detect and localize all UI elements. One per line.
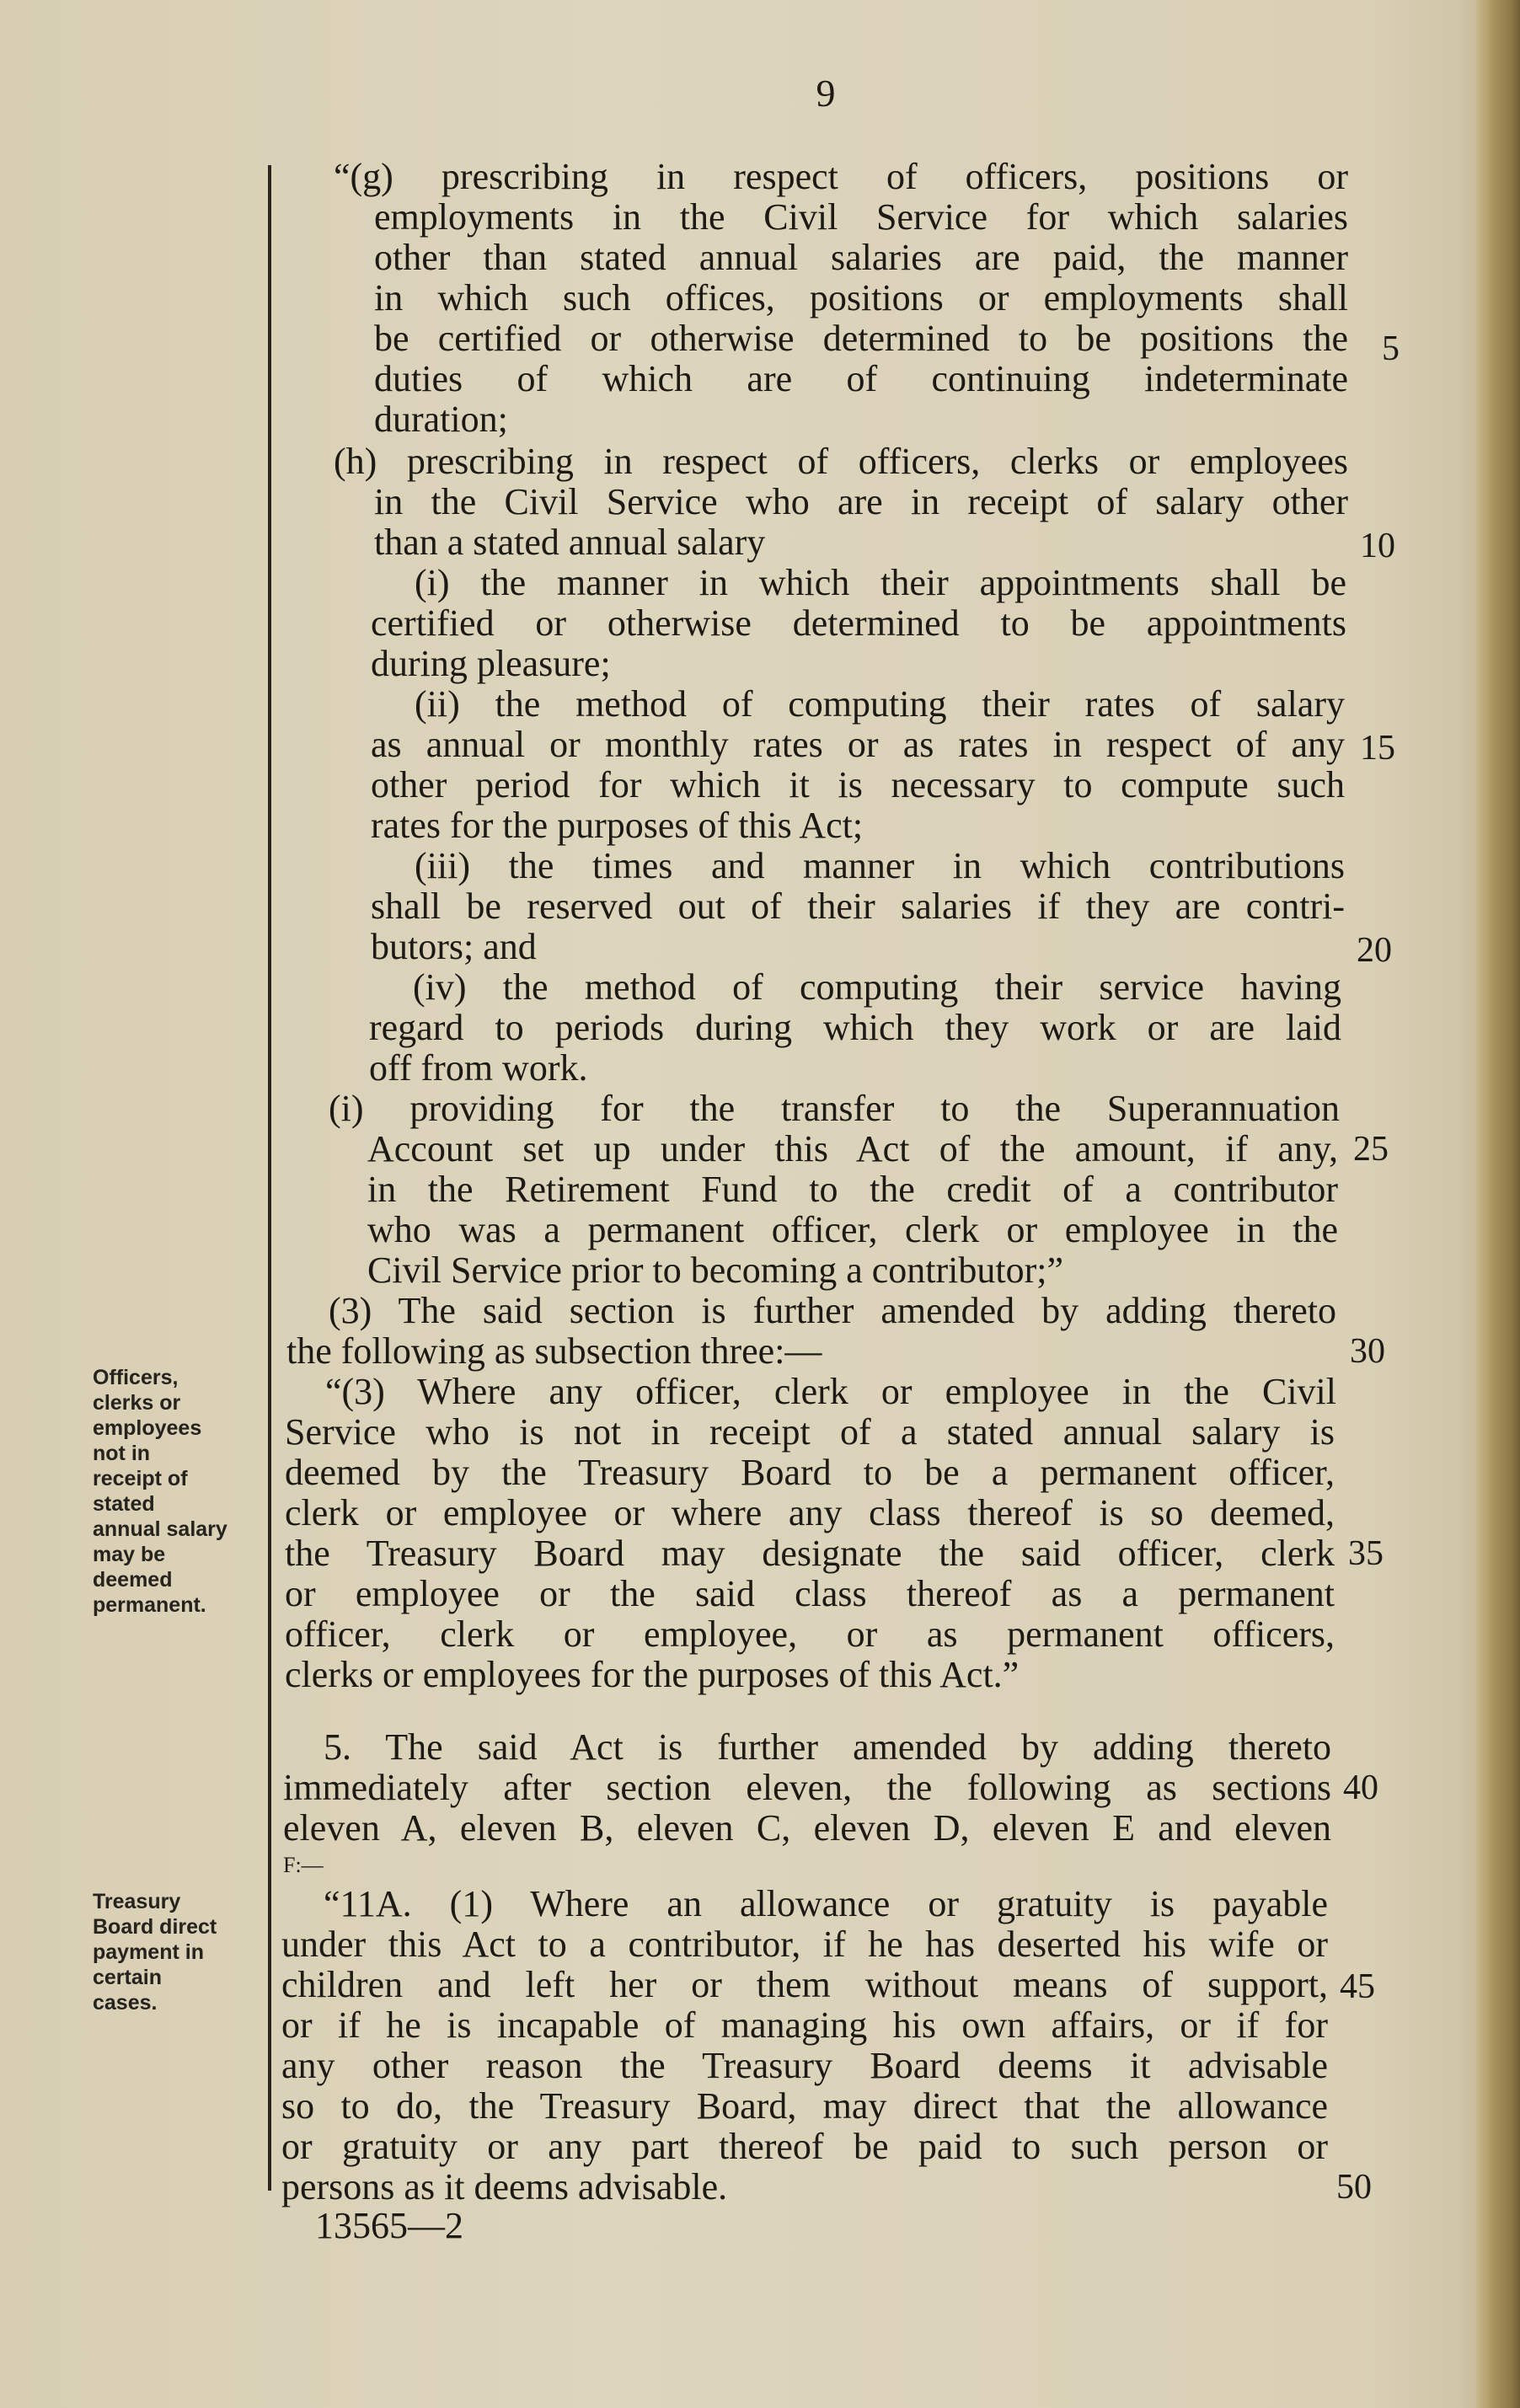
sidenote-line: payment in	[93, 1940, 204, 1964]
text-line: employments in the Civil Service for which salaries	[374, 196, 1348, 238]
page-number: 9	[816, 72, 836, 115]
text-line: F:—	[283, 1853, 324, 1877]
text-line: who was a permanent officer, clerk or employee in the	[367, 1209, 1338, 1250]
text-line: the following as subsection three:—	[286, 1330, 822, 1372]
text-line: duration;	[374, 399, 508, 440]
text-line: officer, clerk or employee, or as permanent officers,	[285, 1613, 1335, 1655]
sidenote-line: stated	[93, 1492, 155, 1516]
line-number: 20	[1357, 931, 1392, 970]
sidenote-line: certain	[93, 1966, 162, 1989]
text-line: “11A. (1) Where an allowance or gratuity is payable	[324, 1883, 1328, 1924]
text-line: deemed by the Treasury Board to be a permanent officer,	[285, 1452, 1335, 1493]
sidenote-line: Board direct	[93, 1915, 217, 1939]
text-line: or employee or the said class thereof as a permanent	[285, 1573, 1335, 1614]
line-number: 35	[1348, 1534, 1384, 1573]
sidenote-line: annual salary	[93, 1517, 227, 1541]
text-line: (i) the manner in which their appointments shall be	[415, 562, 1346, 603]
sidenote-line: receipt of	[93, 1467, 188, 1490]
text-line: in the Civil Service who are in receipt of salary other	[374, 481, 1348, 522]
text-line: as annual or monthly rates or as rates in respect of any	[371, 724, 1345, 765]
book-spine-edge	[1476, 0, 1520, 2408]
sidenote-line: deemed	[93, 1568, 173, 1592]
text-line: “(3) Where any officer, clerk or employee in the Civil	[325, 1371, 1336, 1412]
sidenote-line: may be	[93, 1543, 166, 1566]
text-line: certified or otherwise determined to be appointments	[371, 602, 1346, 644]
text-line: under this Act to a contributor, if he has deserted his wife or	[281, 1924, 1328, 1965]
line-number: 50	[1336, 2168, 1372, 2207]
text-line: “(g) prescribing in respect of officers, positions or	[334, 156, 1348, 197]
sidenote-line: employees	[93, 1416, 202, 1440]
line-number: 5	[1382, 329, 1400, 368]
line-number: 30	[1350, 1332, 1385, 1371]
sidenote-treasury	[93, 1889, 261, 2015]
line-number: 10	[1360, 527, 1395, 565]
sidenote-line: cases.	[93, 1991, 158, 2015]
text-line: (h) prescribing in respect of officers, clerks or employees	[334, 441, 1348, 482]
text-line: (iii) the times and manner in which contributions	[415, 845, 1345, 886]
sidenote-line: Officers,	[93, 1366, 179, 1389]
text-line: clerks or employees for the purposes of this Act.”	[285, 1654, 1020, 1695]
text-line: (ii) the method of computing their rates of salary	[415, 683, 1345, 725]
text-line: the Treasury Board may designate the said officer, clerk	[285, 1533, 1335, 1574]
text-line: 5. The said Act is further amended by adding thereto	[324, 1726, 1331, 1768]
text-line: off from work.	[369, 1047, 588, 1089]
text-line: duties of which are of continuing indeterminate	[374, 358, 1348, 399]
text-line: other than stated annual salaries are paid, the manner	[374, 237, 1348, 278]
text-line: (iv) the method of computing their service having	[413, 966, 1341, 1008]
text-line: than a stated annual salary	[374, 522, 766, 563]
text-line: be certified or otherwise determined to be positions the	[374, 318, 1348, 359]
sidenote-line: clerks or	[93, 1391, 181, 1415]
text-line: or if he is incapable of managing his own affairs, or if for	[281, 2004, 1328, 2046]
text-line: regard to periods during which they work or are laid	[369, 1007, 1341, 1048]
text-line: in the Retirement Fund to the credit of a contributor	[367, 1169, 1338, 1210]
text-line: any other reason the Treasury Board deems it advisable	[281, 2045, 1328, 2086]
text-line: Account set up under this Act of the amount, if any,	[367, 1128, 1338, 1169]
text-line: so to do, the Treasury Board, may direct that the allowance	[281, 2085, 1328, 2127]
sidenote-line: permanent.	[93, 1593, 206, 1617]
text-line: rates for the purposes of this Act;	[371, 805, 864, 846]
text-line: eleven A, eleven B, eleven C, eleven D, eleven E and eleven	[283, 1807, 1331, 1849]
line-number: 15	[1360, 729, 1395, 768]
margin-rule	[268, 165, 271, 2191]
text-line: Civil Service prior to becoming a contributor;”	[367, 1249, 1064, 1291]
line-number: 45	[1340, 1967, 1375, 2006]
text-line: butors; and	[371, 926, 537, 967]
text-line: (i) providing for the transfer to the Superannuation	[329, 1088, 1340, 1129]
text-line: or gratuity or any part thereof be paid to such person or	[281, 2126, 1328, 2167]
sidenote-line: not in	[93, 1442, 151, 1465]
sidenote-line: Treasury	[93, 1890, 181, 1913]
text-line: shall be reserved out of their salaries if they are contri-	[371, 886, 1345, 927]
sidenote-officers	[93, 1365, 261, 1618]
text-line: immediately after section eleven, the following as sections	[283, 1767, 1331, 1808]
line-number: 25	[1353, 1130, 1389, 1169]
text-line: children and left her or them without means of support,	[281, 1964, 1328, 2005]
text-line: (3) The said section is further amended by adding thereto	[329, 1290, 1336, 1331]
line-number: 40	[1343, 1769, 1378, 1807]
text-line: in which such offices, positions or employments shall	[374, 277, 1348, 318]
footer-print-code: 13565—2	[315, 2205, 463, 2246]
text-line: during pleasure;	[371, 643, 611, 684]
text-line: persons as it deems advisable.	[281, 2166, 728, 2207]
text-line: other period for which it is necessary to compute such	[371, 764, 1345, 805]
text-line: Service who is not in receipt of a stated annual salary is	[285, 1411, 1335, 1453]
text-line: clerk or employee or where any class thereof is so deemed,	[285, 1492, 1335, 1533]
